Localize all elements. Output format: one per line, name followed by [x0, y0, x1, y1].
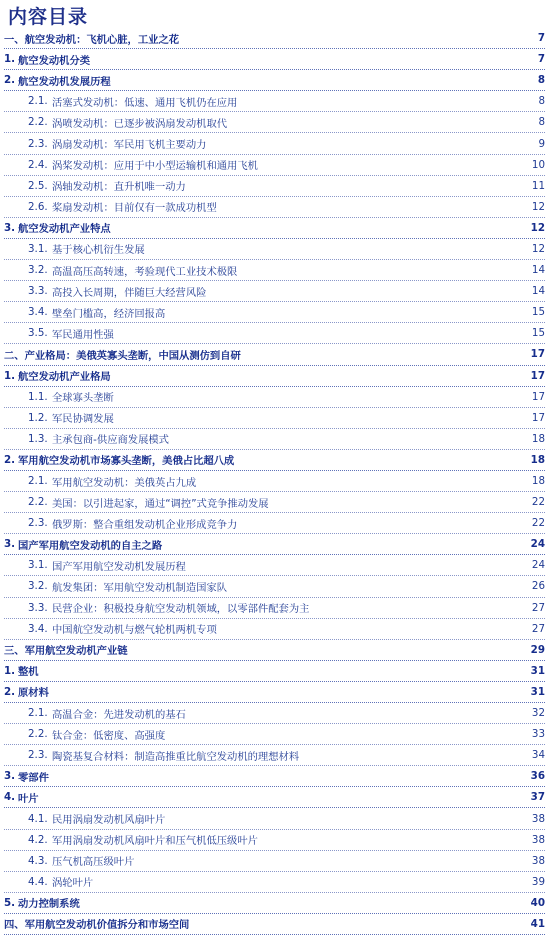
toc-entry-subsection[interactable]: [4, 281, 545, 302]
toc-entry-page-number: 34: [531, 749, 545, 762]
toc-entry-subsection[interactable]: [4, 576, 545, 597]
toc-entry-section[interactable]: [4, 366, 545, 387]
toc-entry-page-number: 10: [531, 158, 545, 171]
toc-entry-number: 4.4.: [28, 875, 48, 888]
toc-entry-title: 美国：以引进起家，通过“调控”式竞争推动发展: [52, 497, 269, 510]
toc-entry-title: 原材料: [18, 687, 49, 700]
toc-entry-number: 4.2.: [28, 833, 48, 846]
toc-entry-title: 主承包商-供应商发展模式: [52, 434, 169, 447]
toc-entry-title: 陶瓷基复合材料：制造高推重比航空发动机的理想材料: [52, 750, 300, 763]
toc-entry-section[interactable]: [4, 661, 545, 682]
toc-entry-page-number: 18: [531, 475, 545, 488]
toc-entry-number: 2.3.: [28, 137, 48, 150]
toc-entry-number: 2.5.: [28, 179, 48, 192]
toc-entry-subsection[interactable]: [4, 323, 545, 344]
toc-entry-number: 2.: [4, 453, 16, 466]
toc-entry-number: 3.2.: [28, 264, 48, 277]
toc-entry-page-number: 8: [538, 95, 545, 108]
toc-entry-title: 产业格局：美俄英寡头垄断，中国从测仿到自研: [24, 349, 241, 362]
toc-entry-section[interactable]: [4, 682, 545, 703]
toc-entry-page-number: 41: [530, 917, 545, 930]
toc-entry-subsection[interactable]: [4, 176, 545, 197]
toc-entry-number: 2.2.: [28, 728, 48, 741]
toc-entry-title: 零部件: [18, 771, 49, 784]
toc-entry-page-number: 40: [530, 896, 545, 909]
toc-entry-page-number: 7: [537, 53, 545, 66]
toc-entry-title: 国产军用航空发动机发展历程: [52, 560, 186, 573]
toc-entry-subsection[interactable]: [4, 239, 545, 260]
toc-entry-title: 军民协调发展: [52, 413, 114, 426]
toc-entry-number: 3.4.: [28, 306, 48, 319]
toc-entry-title: 叶片: [18, 792, 39, 805]
toc-entry-section[interactable]: [4, 28, 545, 49]
toc-entry-number: 3.1.: [28, 242, 48, 255]
toc-entry-number: 1.: [4, 369, 16, 382]
toc-entry-page-number: 26: [531, 580, 545, 593]
toc-entry-subsection[interactable]: [4, 133, 545, 154]
toc-entry-section[interactable]: [4, 766, 545, 787]
toc-entry-subsection[interactable]: [4, 745, 545, 766]
toc-entry-title: 高温合金：先进发动机的基石: [52, 708, 186, 721]
toc-entry-title: 涡轴发动机：直升机唯一动力: [52, 181, 186, 194]
toc-entry-number: 二、: [4, 349, 25, 362]
toc-entry-page-number: 17: [531, 390, 545, 403]
toc-entry-number: 2.: [4, 685, 16, 698]
toc-entry-section[interactable]: [4, 218, 545, 239]
page-title: 内容目录: [8, 6, 89, 28]
toc-entry-title: 航空发动机产业特点: [18, 223, 111, 236]
toc-entry-section[interactable]: [4, 640, 545, 661]
toc-entry-number: 四、: [4, 919, 25, 932]
toc-entry-page-number: 38: [531, 833, 545, 846]
toc-entry-title: 涡轮叶片: [52, 877, 94, 890]
toc-entry-page-number: 14: [531, 285, 545, 298]
toc-entry-section[interactable]: [4, 450, 545, 471]
toc-entry-page-number: 37: [530, 791, 545, 804]
toc-entry-number: 3.: [4, 538, 16, 551]
toc-entry-subsection[interactable]: [4, 851, 545, 872]
toc-entry-page-number: 8: [537, 74, 545, 87]
toc-entry-page-number: 11: [531, 179, 545, 192]
toc-entry-number: 3.5.: [28, 327, 48, 340]
toc-entry-title: 军用航空发动机价值拆分和市场空间: [24, 919, 190, 932]
toc-entry-title: 国产军用航空发动机的自主之路: [18, 539, 163, 552]
toc-entry-subsection[interactable]: [4, 429, 545, 450]
toc-entry-page-number: 15: [531, 327, 545, 340]
toc-entry-page-number: 24: [531, 559, 545, 572]
toc-entry-subsection[interactable]: [4, 408, 545, 429]
toc-entry-title: 俄罗斯：整合重组发动机企业形成竞争力: [52, 518, 238, 531]
toc-entry-title: 桨扇发动机：目前仅有一款成功机型: [52, 202, 217, 215]
toc-entry-page-number: 18: [531, 432, 545, 445]
toc-entry-page-number: 31: [530, 685, 545, 698]
toc-entry-section[interactable]: [4, 914, 545, 935]
toc-entry-number: 2.3.: [28, 517, 48, 530]
toc-entry-number: 一、: [4, 33, 25, 46]
toc-entry-section[interactable]: [4, 534, 545, 555]
toc-entry-number: 2.3.: [28, 749, 48, 762]
toc-entry-subsection[interactable]: [4, 598, 545, 619]
toc-entry-subsection[interactable]: [4, 703, 545, 724]
toc-entry-title: 中国航空发动机与燃气轮机两机专项: [52, 624, 217, 637]
toc-entry-title: 军民通用性强: [52, 328, 114, 341]
toc-entry-title: 涡桨发动机：应用于中小型运输机和通用飞机: [52, 160, 258, 173]
toc-entry-number: 3.3.: [28, 601, 48, 614]
toc-entry-subsection[interactable]: [4, 808, 545, 829]
toc-entry-number: 1.2.: [28, 411, 48, 424]
toc-entry-subsection[interactable]: [4, 513, 545, 534]
toc-entry-number: 3.3.: [28, 285, 48, 298]
toc-entry-subsection[interactable]: [4, 387, 545, 408]
toc-entry-title: 压气机高压级叶片: [52, 856, 135, 869]
toc-entry-number: 2.4.: [28, 158, 48, 171]
toc-entry-number: 三、: [4, 645, 25, 658]
toc-entry-title: 航空发动机：飞机心脏，工业之花: [24, 33, 180, 46]
toc-entry-page-number: 22: [531, 496, 545, 509]
toc-entry-page-number: 17: [531, 411, 545, 424]
toc-entry-page-number: 32: [531, 707, 545, 720]
toc-entry-page-number: 15: [531, 306, 545, 319]
toc-entry-page-number: 36: [530, 770, 545, 783]
toc-entry-title: 航空发动机产业格局: [18, 371, 111, 384]
toc-entry-number: 4.1.: [28, 812, 48, 825]
toc-entry-number: 1.1.: [28, 390, 48, 403]
toc-entry-title: 钛合金：低密度、高强度: [52, 729, 166, 742]
toc-entry-title: 航空发动机分类: [18, 54, 91, 67]
toc-entry-page-number: 17: [530, 348, 545, 361]
toc-entry-title: 民营企业：积极投身航空发动机领域，以零部件配套为主: [52, 603, 310, 616]
toc-entry-number: 4.3.: [28, 854, 48, 867]
toc-entry-number: 1.3.: [28, 432, 48, 445]
toc-entry-title: 高温高压高转速，考验现代工业技术极限: [52, 265, 238, 278]
toc-entry-page-number: 7: [537, 32, 545, 45]
toc-entry-page-number: 29: [530, 643, 545, 656]
toc-entry-page-number: 24: [530, 538, 545, 551]
toc-entry-subsection[interactable]: [4, 197, 545, 218]
toc-entry-number: 2.2.: [28, 116, 48, 129]
toc-entry-page-number: 18: [530, 453, 545, 466]
toc-entry-number: 3.2.: [28, 580, 48, 593]
toc-entry-title: 航发集团：军用航空发动机制造国家队: [52, 581, 228, 594]
toc-entry-title: 民用涡扇发动机风扇叶片: [52, 814, 166, 827]
toc-entry-page-number: 27: [531, 601, 545, 614]
toc-entry-page-number: 38: [531, 854, 545, 867]
table-of-contents: [4, 28, 545, 935]
toc-entry-title: 基于核心机衍生发展: [52, 244, 145, 257]
toc-entry-section[interactable]: [4, 893, 545, 914]
toc-entry-title: 军用航空发动机：美俄英占九成: [52, 476, 197, 489]
toc-entry-subsection[interactable]: [4, 471, 545, 492]
toc-entry-number: 2.1.: [28, 475, 48, 488]
toc-entry-subsection[interactable]: [4, 724, 545, 745]
toc-entry-title: 涡喷发动机：已逐步被涡扇发动机取代: [52, 117, 228, 130]
toc-entry-page-number: 9: [538, 137, 545, 150]
toc-entry-page-number: 12: [531, 200, 545, 213]
toc-entry-title: 军用航空发动机产业链: [24, 645, 128, 658]
toc-entry-subsection[interactable]: [4, 112, 545, 133]
toc-entry-title: 军用涡扇发动机风扇叶片和压气机低压级叶片: [52, 835, 258, 848]
toc-entry-section[interactable]: [4, 787, 545, 808]
toc-entry-title: 高投入长周期，伴随巨大经营风险: [52, 286, 207, 299]
toc-entry-title: 动力控制系统: [18, 898, 80, 911]
toc-entry-number: 3.1.: [28, 559, 48, 572]
toc-entry-number: 2.1.: [28, 95, 48, 108]
toc-entry-number: 1.: [4, 53, 16, 66]
toc-entry-number: 1.: [4, 664, 16, 677]
toc-entry-page-number: 27: [531, 622, 545, 635]
toc-entry-subsection[interactable]: [4, 830, 545, 851]
toc-entry-number: 3.4.: [28, 622, 48, 635]
toc-entry-page-number: 12: [530, 221, 545, 234]
toc-entry-subsection[interactable]: [4, 91, 545, 112]
toc-entry-subsection[interactable]: [4, 872, 545, 893]
toc-entry-subsection[interactable]: [4, 260, 545, 281]
toc-entry-page-number: 39: [531, 875, 545, 888]
toc-entry-subsection[interactable]: [4, 555, 545, 576]
toc-entry-section[interactable]: [4, 49, 545, 70]
toc-entry-title: 航空发动机发展历程: [18, 75, 111, 88]
toc-entry-page-number: 8: [538, 116, 545, 129]
toc-entry-page-number: 38: [531, 812, 545, 825]
toc-entry-page-number: 31: [530, 664, 545, 677]
toc-entry-title: 军用航空发动机市场寡头垄断，美俄占比超八成: [18, 455, 235, 468]
toc-entry-subsection[interactable]: [4, 155, 545, 176]
toc-entry-subsection[interactable]: [4, 619, 545, 640]
toc-entry-number: 3.: [4, 221, 16, 234]
toc-entry-page-number: 14: [531, 264, 545, 277]
toc-entry-number: 2.1.: [28, 707, 48, 720]
toc-entry-page-number: 12: [531, 242, 545, 255]
toc-entry-title: 壁垒门槛高，经济回报高: [52, 307, 166, 320]
toc-entry-title: 全球寡头垄断: [52, 392, 114, 405]
toc-entry-title: 活塞式发动机：低速、通用飞机仍在应用: [52, 96, 238, 109]
toc-entry-number: 3.: [4, 770, 16, 783]
toc-entry-number: 2.6.: [28, 200, 48, 213]
toc-entry-section[interactable]: [4, 70, 545, 91]
toc-entry-page-number: 22: [531, 517, 545, 530]
toc-entry-section[interactable]: [4, 344, 545, 365]
toc-entry-number: 2.: [4, 74, 16, 87]
toc-entry-number: 2.2.: [28, 496, 48, 509]
toc-entry-number: 5.: [4, 896, 16, 909]
toc-entry-title: 整机: [18, 666, 39, 679]
toc-entry-page-number: 33: [531, 728, 545, 741]
toc-entry-number: 4.: [4, 791, 16, 804]
toc-entry-page-number: 17: [530, 369, 545, 382]
toc-entry-title: 涡扇发动机：军民用飞机主要动力: [52, 139, 207, 152]
toc-entry-subsection[interactable]: [4, 492, 545, 513]
toc-entry-subsection[interactable]: [4, 302, 545, 323]
